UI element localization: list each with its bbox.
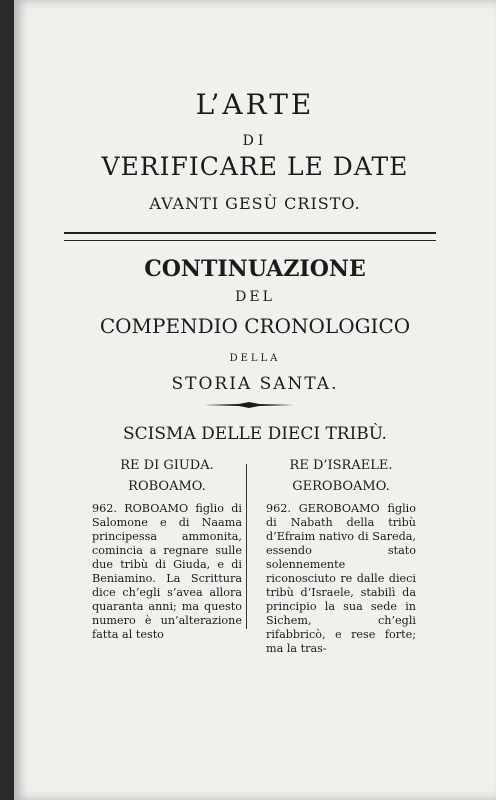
right-column-king: GEROBOAMO. bbox=[292, 479, 390, 494]
title-line-2: DI bbox=[242, 133, 268, 149]
double-rule-divider bbox=[64, 232, 436, 241]
left-column-text: 962. ROBOAMO figlio di Salomone e di Naama principessa ammonita, comincia a regnare sulle due tribù di Giuda, e di Beniamino. La Scrittura dice ch’egli s’avea allora quaranta anni; ma questo numero è un’alterazione fatta al testo bbox=[92, 502, 242, 641]
section-del: DEL bbox=[235, 289, 275, 305]
left-column-king: ROBOAMO. bbox=[128, 479, 206, 494]
right-column-header: RE D’ISRAELE. bbox=[289, 458, 393, 473]
right-column bbox=[266, 458, 416, 656]
section-compendio: COMPENDIO CRONOLOGICO bbox=[99, 314, 411, 338]
section-heading: CONTINUAZIONE bbox=[144, 256, 366, 282]
section-storia: STORIA SANTA. bbox=[171, 374, 339, 394]
book-page bbox=[14, 0, 496, 800]
left-column-header: RE DI GIUDA. bbox=[120, 458, 214, 473]
title-line-4: AVANTI GESÙ CRISTO. bbox=[149, 194, 361, 213]
column-divider bbox=[246, 464, 247, 629]
title-line-3: VERIFICARE LE DATE bbox=[101, 152, 409, 181]
left-column bbox=[92, 458, 242, 642]
section-della: DELLA bbox=[229, 353, 281, 364]
section-scisma: SCISMA DELLE DIECI TRIBÙ. bbox=[123, 424, 387, 444]
ornament-divider bbox=[204, 402, 294, 408]
right-column-text: 962. GEROBOAMO figlio di Nabath della tribù d’Efraim nativo di Sareda, essendo stato solennemente riconosciuto re dalle dieci tribù d’Israele, stabilì da principio la sua sede in Sichem, ch’egli rifabbricò, e rese forte; ma la tras- bbox=[266, 502, 416, 655]
title-line-1: L’ARTE bbox=[195, 88, 315, 121]
